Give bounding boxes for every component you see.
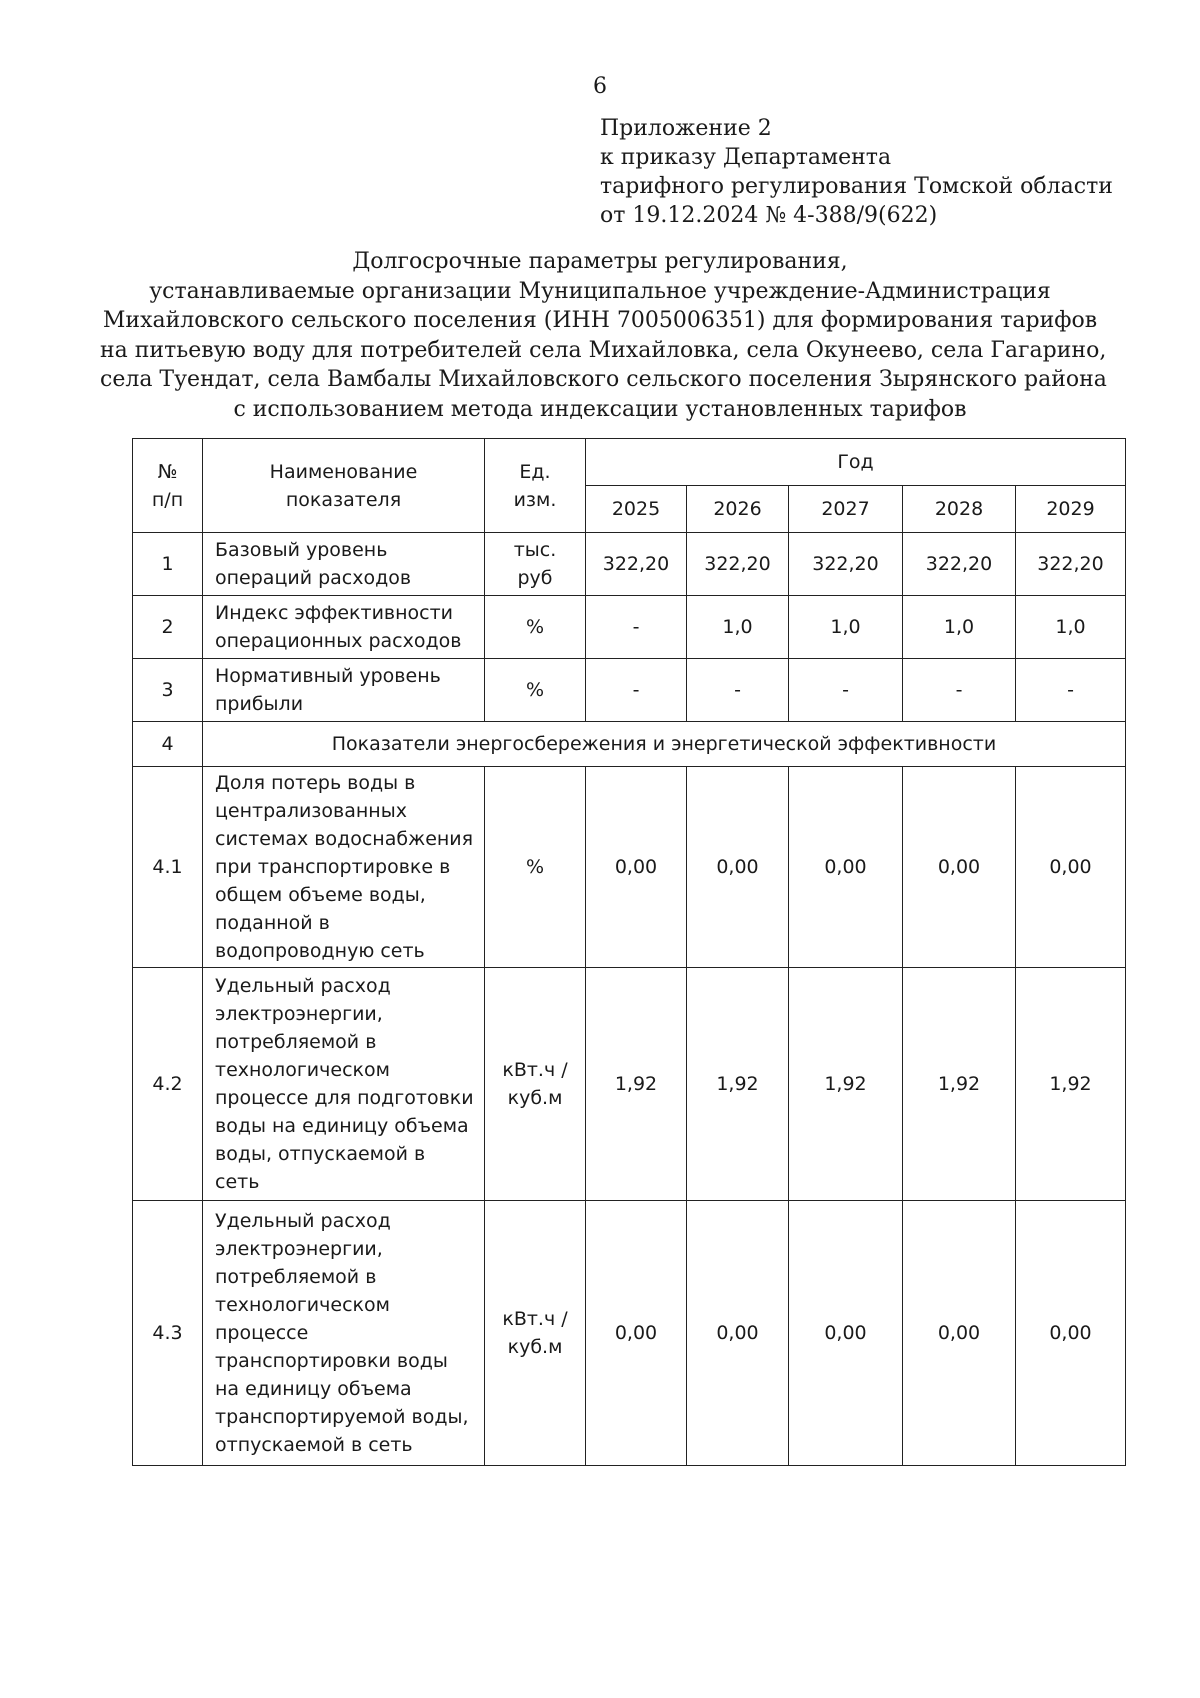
row-value: - xyxy=(789,659,903,722)
row-value: 1,92 xyxy=(687,968,789,1201)
row-unit: тыс. руб xyxy=(485,533,586,596)
row-unit: кВт.ч / куб.м xyxy=(485,968,586,1201)
row-value: - xyxy=(1016,659,1126,722)
row-value: 1,92 xyxy=(1016,968,1126,1201)
row-value: 1,0 xyxy=(1016,596,1126,659)
row-value: - xyxy=(687,659,789,722)
row-value: 1,0 xyxy=(687,596,789,659)
table-row xyxy=(133,722,1126,767)
row-value: - xyxy=(586,659,687,722)
table-row xyxy=(133,968,1126,1201)
row-value: 0,00 xyxy=(687,1201,789,1466)
title-line: с использованием метода индексации установленных тарифов xyxy=(233,396,967,422)
row-unit: кВт.ч / куб.м xyxy=(485,1201,586,1466)
row-value: 0,00 xyxy=(687,767,789,968)
row-name: Базовый уровень операций расходов xyxy=(203,533,485,596)
row-value: 1,92 xyxy=(586,968,687,1201)
row-num: 2 xyxy=(133,596,203,659)
appendix-line: к приказу Департамента xyxy=(600,145,892,170)
row-value: - xyxy=(903,659,1016,722)
row-num: 4.2 xyxy=(133,968,203,1201)
section-title: Показатели энергосбережения и энергетической эффективности xyxy=(203,722,1126,767)
table-row xyxy=(133,533,1126,596)
row-num: 4 xyxy=(133,722,203,767)
row-value: 322,20 xyxy=(687,533,789,596)
appendix-line: от 19.12.2024 № 4-388/9(622) xyxy=(600,203,938,228)
row-num: 1 xyxy=(133,533,203,596)
row-value: - xyxy=(586,596,687,659)
row-name: Нормативный уровень прибыли xyxy=(203,659,485,722)
title-line: устанавливаемые организации Муниципальное учреждение-Администрация xyxy=(149,278,1051,304)
appendix-line: тарифного регулирования Томской области xyxy=(600,174,1113,199)
row-name: Удельный расход электроэнергии, потребляемой в технологическом процессе для подготовки воды на единицу объема воды, отпускаемой в сеть xyxy=(203,968,485,1201)
row-value: 0,00 xyxy=(586,1201,687,1466)
table-row xyxy=(133,1201,1126,1466)
row-value: 0,00 xyxy=(1016,767,1126,968)
title-line: Долгосрочные параметры регулирования, xyxy=(352,249,848,274)
row-name: Доля потерь воды в централизованных системах водоснабжения при транспортировке в общем объеме воды, поданной в водопроводную сеть xyxy=(203,767,485,968)
title-line: села Туендат, села Вамбалы Михайловского сельского поселения Зырянского района xyxy=(100,367,1107,392)
title-line: на питьевую воду для потребителей села Михайловка, села Окунеево, села Гагарино, xyxy=(100,337,1107,363)
table-body xyxy=(133,439,1126,1466)
header-unit: Ед. изм. xyxy=(485,439,586,533)
row-value: 0,00 xyxy=(903,1201,1016,1466)
title-line: Михайловского сельского поселения (ИНН 7005006351) для формирования тарифов xyxy=(102,308,1098,333)
row-value: 0,00 xyxy=(903,767,1016,968)
header-year: 2027 xyxy=(789,486,903,533)
parameters-table xyxy=(132,438,1126,1466)
row-value: 322,20 xyxy=(586,533,687,596)
appendix-reference xyxy=(600,114,1160,230)
row-value: 0,00 xyxy=(789,767,903,968)
row-num: 4.1 xyxy=(133,767,203,968)
row-name: Удельный расход электроэнергии, потребляемой в технологическом процессе транспортировки воды на единицу объема транспортируемой воды, отпускаемой в сеть xyxy=(203,1201,485,1466)
row-value: 0,00 xyxy=(789,1201,903,1466)
row-num: 4.3 xyxy=(133,1201,203,1466)
header-name: Наименование показателя xyxy=(203,439,485,533)
row-num: 3 xyxy=(133,659,203,722)
header-year: 2028 xyxy=(903,486,1016,533)
row-value: 1,92 xyxy=(903,968,1016,1201)
header-num: № п/п xyxy=(133,439,203,533)
header-year: 2029 xyxy=(1016,486,1126,533)
row-unit: % xyxy=(485,659,586,722)
appendix-line: Приложение 2 xyxy=(600,116,772,141)
row-value: 0,00 xyxy=(586,767,687,968)
row-value: 322,20 xyxy=(789,533,903,596)
table-row xyxy=(133,659,1126,722)
header-year-group: Год xyxy=(586,439,1126,486)
table-row xyxy=(133,596,1126,659)
row-value: 322,20 xyxy=(903,533,1016,596)
row-value: 1,0 xyxy=(789,596,903,659)
row-value: 1,92 xyxy=(789,968,903,1201)
row-unit: % xyxy=(485,767,586,968)
table-row xyxy=(133,767,1126,968)
document-title xyxy=(100,247,1107,424)
page-number: 6 xyxy=(593,74,607,99)
row-value: 322,20 xyxy=(1016,533,1126,596)
table-header-row xyxy=(133,439,1126,486)
header-year: 2025 xyxy=(586,486,687,533)
row-name: Индекс эффективности операционных расходов xyxy=(203,596,485,659)
row-unit: % xyxy=(485,596,586,659)
row-value: 0,00 xyxy=(1016,1201,1126,1466)
header-year: 2026 xyxy=(687,486,789,533)
row-value: 1,0 xyxy=(903,596,1016,659)
